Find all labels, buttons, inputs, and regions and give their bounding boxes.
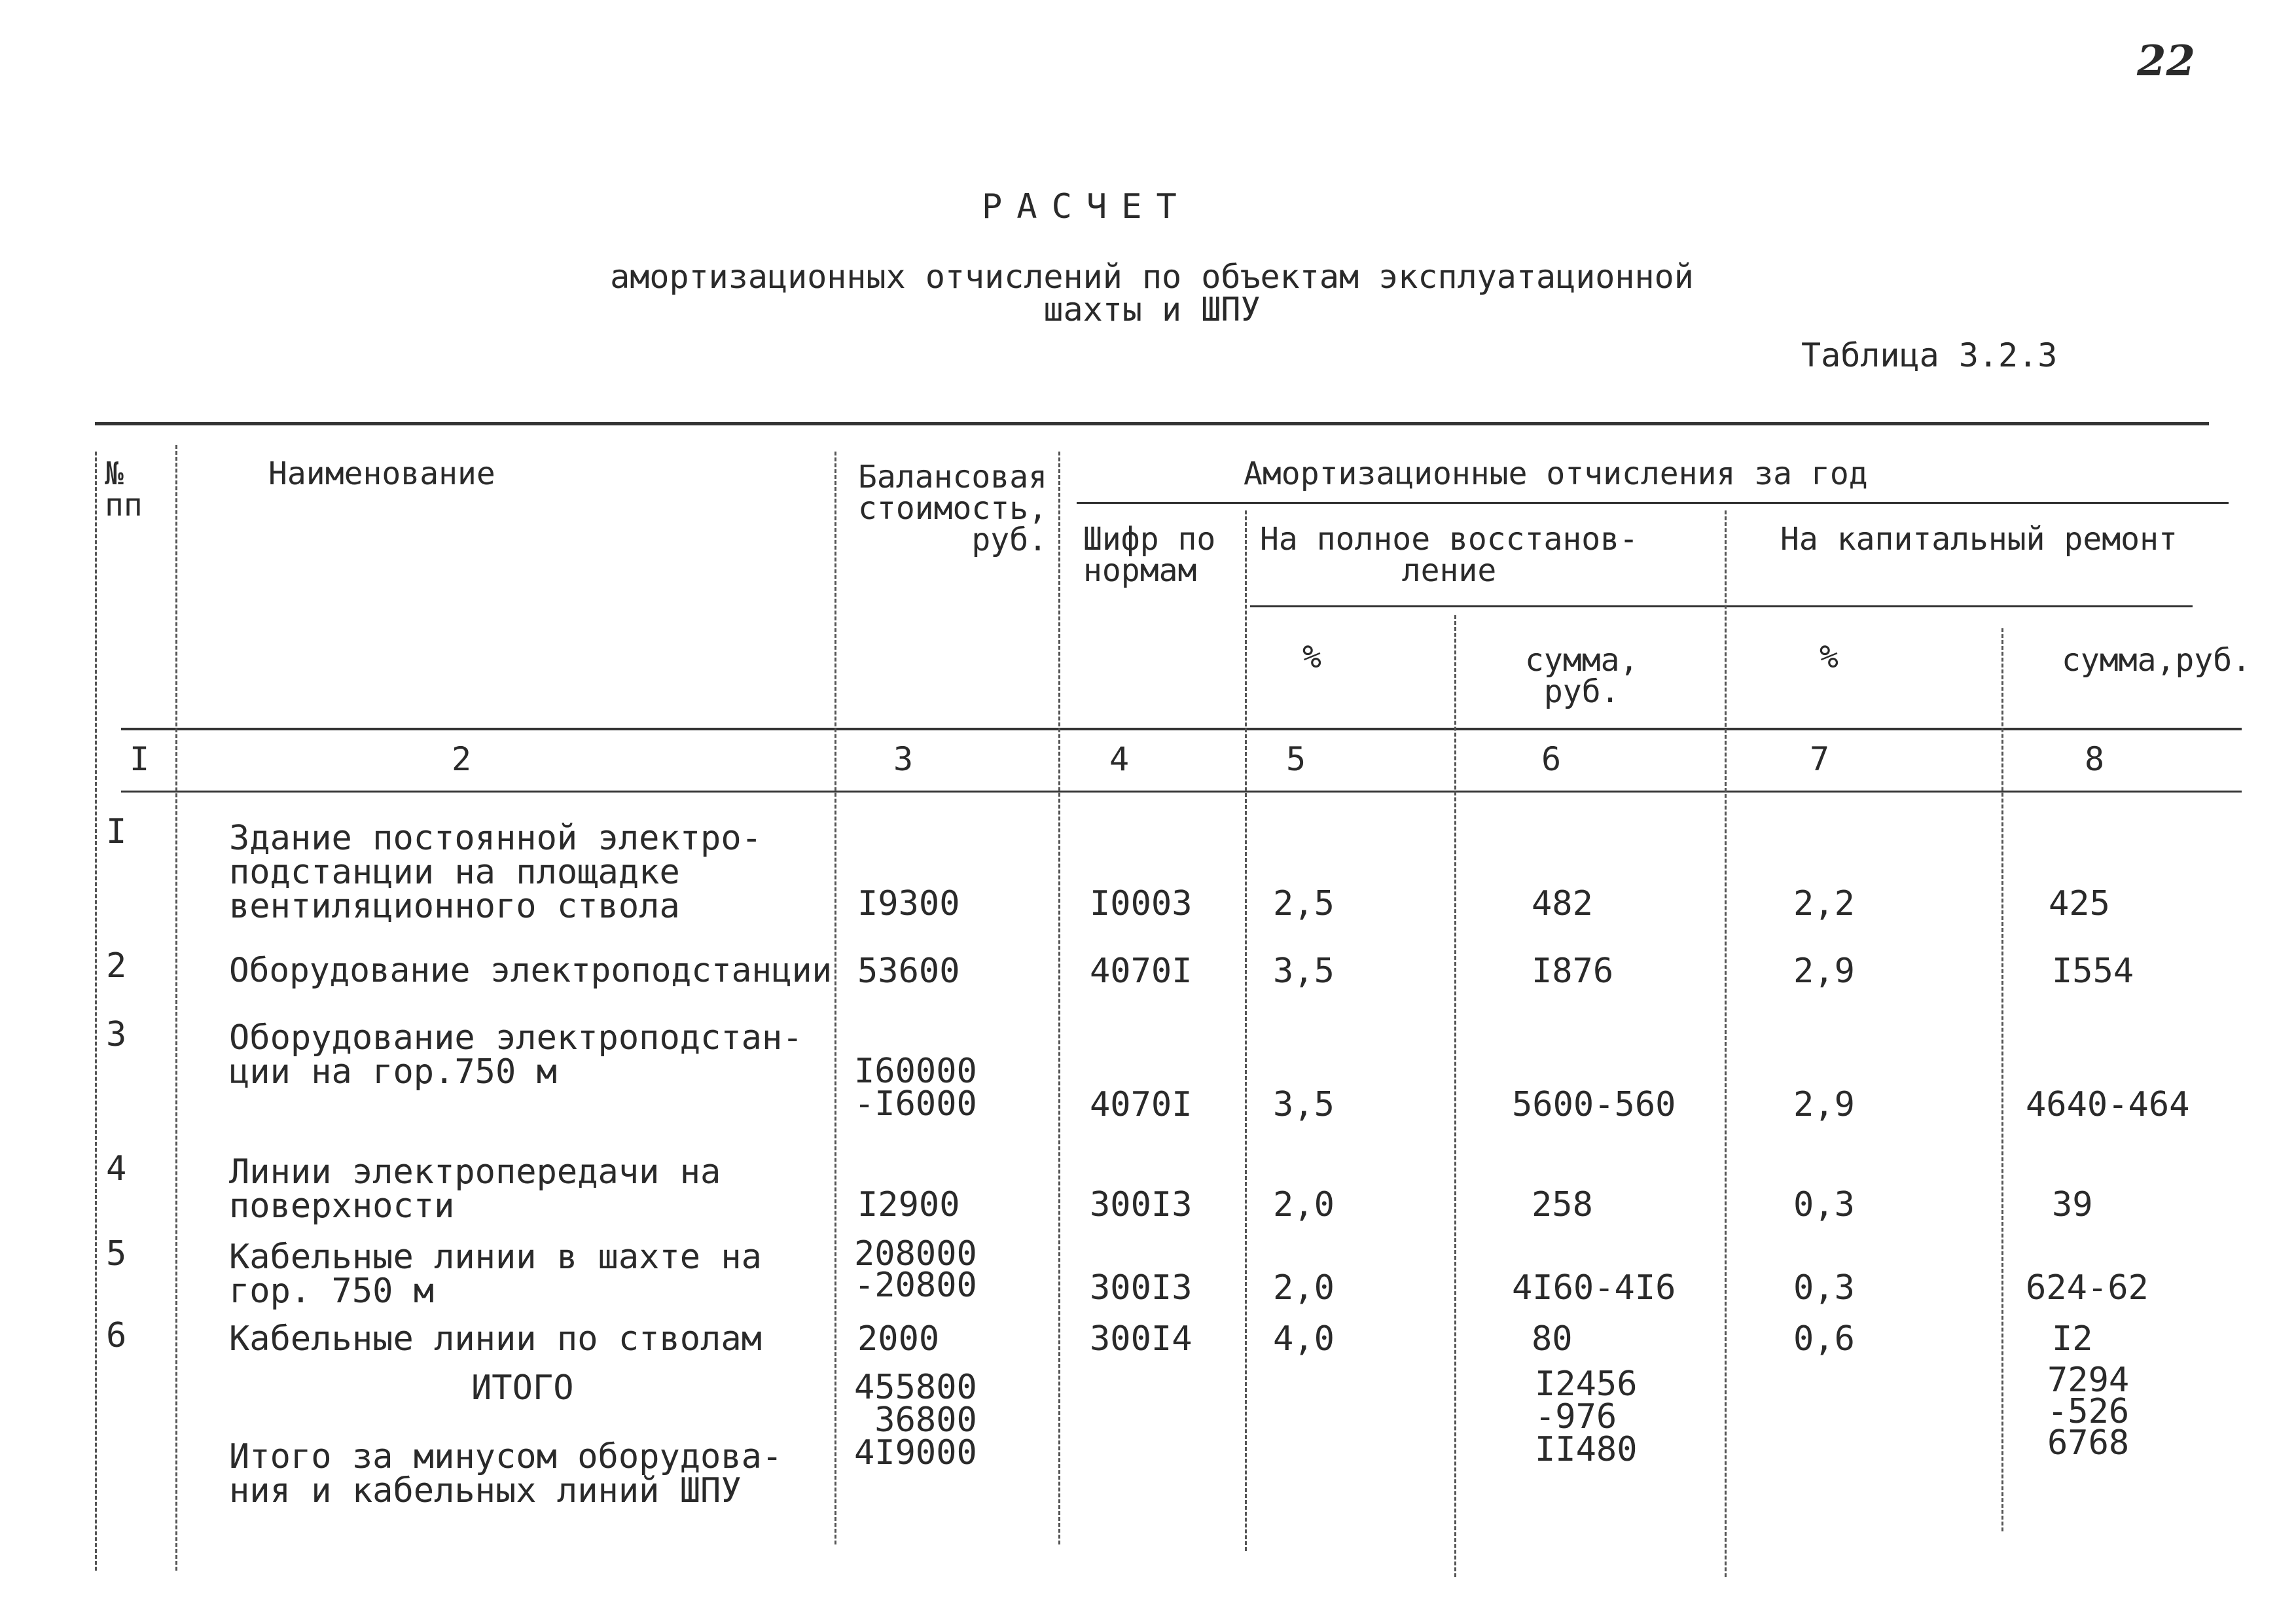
colnum-3: 3 xyxy=(893,740,914,778)
row6-balance: 2000 xyxy=(857,1319,940,1359)
row1-pct1: 2,5 xyxy=(1273,884,1335,923)
header-name: Наименование xyxy=(268,455,495,492)
row4-sum2: 39 xyxy=(2052,1185,2093,1224)
row2-pct1: 3,5 xyxy=(1273,952,1335,991)
totals-balance: 455800 36800 4I9000 xyxy=(854,1368,977,1472)
header-pct-2: % xyxy=(1820,639,1839,675)
table-label: Таблица 3.2.3 xyxy=(1801,336,2058,374)
header-pct-1: % xyxy=(1302,639,1321,675)
colnum-8: 8 xyxy=(2085,740,2105,778)
row2-no: 2 xyxy=(106,946,127,986)
row2-pct2: 2,9 xyxy=(1793,952,1855,991)
row6-pct1: 4,0 xyxy=(1273,1319,1335,1359)
colnum-5: 5 xyxy=(1286,740,1306,778)
row5-name: Кабельные линии в шахте на гор. 750 м xyxy=(229,1238,762,1311)
row4-balance: I2900 xyxy=(857,1185,960,1224)
header-sum-1: сумма, руб. xyxy=(1525,642,1639,710)
table-top-rule xyxy=(95,422,2209,425)
row2-sum2: I554 xyxy=(2052,952,2134,991)
col-divider-4 xyxy=(1058,452,1060,1544)
row6-code: 300I4 xyxy=(1090,1319,1193,1359)
document-title: РАСЧЕТ xyxy=(982,187,1191,226)
row1-sum1: 482 xyxy=(1532,884,1593,923)
colnum-1: I xyxy=(130,740,150,778)
amort-group-rule xyxy=(1077,502,2229,504)
row1-name: Здание постоянной электро- подстанции на площадке вентиляционного ствола xyxy=(229,819,762,926)
row4-code: 300I3 xyxy=(1090,1185,1193,1224)
row6-sum2: I2 xyxy=(2052,1319,2093,1359)
row3-balance: I60000 -I6000 xyxy=(854,1052,977,1124)
document-subtitle: амортизационных отчислений по объектам эксплуатационной шахты и ШПУ xyxy=(610,258,1694,329)
row4-sum1: 258 xyxy=(1532,1185,1593,1224)
row2-sum1: I876 xyxy=(1532,952,1614,991)
totals-sum1: I2456 -976 II480 xyxy=(1535,1364,1638,1469)
row1-no: I xyxy=(106,812,127,851)
row6-no: 6 xyxy=(106,1316,127,1355)
row6-pct2: 0,6 xyxy=(1793,1319,1855,1359)
colnum-bottom-rule xyxy=(121,791,2242,793)
header-no: № пп xyxy=(105,455,143,524)
row4-no: 4 xyxy=(106,1149,127,1188)
col-divider-7 xyxy=(1725,510,1727,1577)
row5-code: 300I3 xyxy=(1090,1268,1193,1308)
row5-pct1: 2,0 xyxy=(1273,1268,1335,1308)
row3-pct1: 3,5 xyxy=(1273,1085,1335,1124)
totals-net-label: Итого за минусом оборудова- ния и кабельных линий ШПУ xyxy=(229,1437,783,1510)
colnum-2: 2 xyxy=(452,740,472,778)
row2-code: 4070I xyxy=(1090,952,1193,991)
subgroup-rule xyxy=(1250,605,2193,607)
row5-sum2: 624-62 xyxy=(2026,1268,2149,1308)
row3-name: Оборудование электроподстан- ции на гор.750 м xyxy=(229,1018,803,1092)
header-bottom-rule xyxy=(121,728,2242,730)
colnum-6: 6 xyxy=(1541,740,1562,778)
col-divider-8 xyxy=(2001,628,2003,1531)
header-full-restore: На полное восстанов- ление xyxy=(1260,521,1638,589)
row5-no: 5 xyxy=(106,1234,127,1274)
row2-name: Оборудование электроподстанции xyxy=(229,952,833,990)
row1-balance: I9300 xyxy=(857,884,960,923)
colnum-4: 4 xyxy=(1109,740,1130,778)
row3-code: 4070I xyxy=(1090,1085,1193,1124)
row3-sum2: 4640-464 xyxy=(2026,1085,2190,1124)
col-divider-6 xyxy=(1454,615,1456,1577)
col-divider-1 xyxy=(95,452,97,1571)
row3-no: 3 xyxy=(106,1015,127,1054)
row3-sum1: 5600-560 xyxy=(1512,1085,1676,1124)
row3-pct2: 2,9 xyxy=(1793,1085,1855,1124)
colnum-7: 7 xyxy=(1810,740,1830,778)
row1-sum2: 425 xyxy=(2049,884,2110,923)
col-divider-2 xyxy=(175,445,177,1571)
header-sum-2: сумма,руб. xyxy=(2062,642,2251,679)
col-divider-3 xyxy=(834,452,836,1544)
page-number: 22 xyxy=(2137,37,2196,86)
header-code: Шифр по нормам xyxy=(1083,521,1216,589)
row4-pct1: 2,0 xyxy=(1273,1185,1335,1224)
row2-balance: 53600 xyxy=(857,952,960,991)
row1-code: I0003 xyxy=(1090,884,1193,923)
totals-label: ИТОГО xyxy=(471,1368,574,1408)
row4-pct2: 0,3 xyxy=(1793,1185,1855,1224)
row4-name: Линии электропередачи на поверхности xyxy=(229,1152,721,1226)
col-divider-5 xyxy=(1245,510,1247,1551)
row1-pct2: 2,2 xyxy=(1793,884,1855,923)
header-amort-group: Амортизационные отчисления за год xyxy=(1244,455,1868,492)
row5-balance: 208000 -20800 xyxy=(854,1234,977,1305)
row6-name: Кабельные линии по стволам xyxy=(229,1319,762,1359)
row6-sum1: 80 xyxy=(1532,1319,1573,1359)
header-balance: Балансовая стоимость, руб. xyxy=(858,459,1047,558)
row5-pct2: 0,3 xyxy=(1793,1268,1855,1308)
totals-sum2: 7294 -526 6768 xyxy=(2047,1361,2130,1463)
row5-sum1: 4I60-4I6 xyxy=(1512,1268,1676,1308)
header-capital-repair: На капитальный ремонт xyxy=(1780,521,2178,558)
